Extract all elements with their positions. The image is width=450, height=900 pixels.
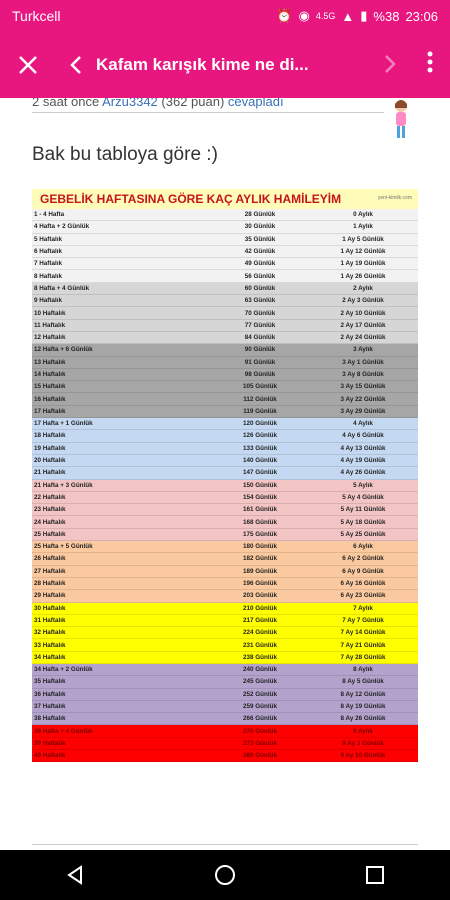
week-cell: 8 Haftalık [34,272,62,280]
table-row [32,258,418,270]
week-cell: 20 Haftalık [34,457,66,465]
table-row [32,430,418,442]
system-nav-bar [0,850,450,900]
days-cell: 196 Günlük [243,580,277,588]
chevron-left-icon [69,55,83,75]
week-cell: 8 Hafta + 4 Günlük [34,284,90,292]
table-row [32,516,418,528]
chevron-right-icon [383,54,397,74]
table-row [32,369,418,381]
days-cell: 147 Günlük [243,469,277,477]
months-cell: 3 Ay 15 Günlük [340,383,386,391]
back-button[interactable] [56,32,96,98]
table-row [32,652,418,664]
months-cell: 1 Aylık [353,223,373,231]
months-cell: 2 Ay 3 Günlük [342,297,384,305]
days-cell: 60 Günlük [244,284,276,292]
week-cell: 11 Haftalık [34,321,66,329]
days-cell: 140 Günlük [243,457,277,465]
table-row [32,307,418,319]
signal-icon: ▲ [341,8,355,24]
week-cell: 25 Haftalık [34,530,66,538]
days-cell: 273 Günlük [243,739,277,747]
months-cell: 4 Ay 19 Günlük [340,457,386,465]
table-row [32,578,418,590]
week-cell: 22 Haftalık [34,493,66,501]
status-icons [276,8,438,24]
days-cell: 70 Günlük [244,309,276,317]
months-cell: 3 Aylık [353,346,373,354]
week-cell: 15 Haftalık [34,383,66,391]
days-cell: 28 Günlük [244,211,276,219]
table-row [32,357,418,369]
status-bar [0,0,450,32]
days-cell: 231 Günlük [243,641,277,649]
days-cell: 35 Günlük [244,235,276,243]
months-cell: 5 Ay 4 Günlük [342,493,384,501]
days-cell: 126 Günlük [243,432,277,440]
months-cell: 8 Ay 26 Günlük [340,715,386,723]
table-row [32,209,418,221]
table-row [32,553,418,565]
months-cell: 7 Ay 7 Günlük [342,616,384,624]
week-cell: 10 Haftalık [34,309,66,317]
close-icon [18,55,38,75]
table-row [32,418,418,430]
table-row [32,701,418,713]
week-cell: 1 - 4 Hafta [34,211,65,219]
divider [32,844,418,845]
months-cell: 3 Ay 22 Günlük [340,395,386,403]
clock: 23:06 [405,8,438,24]
battery-level: %38 [373,8,400,24]
avatar[interactable] [388,98,414,140]
table-row [32,750,418,762]
week-cell: 12 Hafta + 6 Günlük [34,346,93,354]
week-cell: 7 Haftalık [34,260,62,268]
months-cell: 4 Ay 13 Günlük [340,444,386,452]
battery-icon: ▮ [360,8,368,23]
table-row [32,529,418,541]
week-cell: 29 Haftalık [34,592,66,600]
table-row [32,480,418,492]
table-row [32,332,418,344]
table-body [32,209,418,762]
week-cell: 37 Haftalık [34,703,66,711]
days-cell: 63 Günlük [244,297,276,305]
days-cell: 119 Günlük [243,407,277,415]
months-cell: 7 Aylık [353,604,373,612]
months-cell: 4 Ay 6 Günlük [342,432,384,440]
answer-content [0,98,450,850]
table-row [32,676,418,688]
months-cell: 9 Ay 3 Günlük [342,739,384,747]
week-cell: 28 Haftalık [34,580,66,588]
days-cell: 49 Günlük [244,260,276,268]
months-cell: 6 Ay 9 Günlük [342,567,384,575]
months-cell: 9 Ay 10 Günlük [340,752,386,760]
week-cell: 27 Haftalık [34,567,66,575]
triangle-back-icon [65,865,85,885]
months-cell: 3 Ay 8 Günlük [342,371,384,378]
table-row [32,689,418,701]
days-cell: 175 Günlük [243,530,277,538]
days-cell: 259 Günlük [243,703,277,711]
days-cell: 182 Günlük [243,555,277,563]
week-cell: 18 Haftalık [34,432,66,440]
network-label: 4.5G [315,11,336,21]
months-cell: 0 Aylık [353,211,373,219]
days-cell: 56 Günlük [244,272,276,280]
table-row [32,541,418,553]
week-cell: 26 Haftalık [34,555,66,563]
months-cell: 5 Ay 18 Günlük [340,518,386,526]
table-row [32,344,418,356]
months-cell: 1 Ay 26 Günlük [340,272,386,280]
table-row [32,295,418,307]
circle-home-icon [214,864,236,886]
table-title: GEBELİK HAFTASINA GÖRE KAÇ AYLIK HAMİLEYİM [40,192,342,206]
divider [32,112,384,113]
table-row [32,504,418,516]
overflow-menu-button[interactable] [410,51,450,80]
week-cell: 33 Haftalık [34,641,66,649]
page-title: Kafam karışık kime ne di... [96,55,309,74]
week-cell: 21 Haftalık [34,469,66,477]
table-row [32,246,418,258]
table-row [32,381,418,393]
user-link[interactable]: Arzu3342 [102,98,158,109]
app-bar [0,32,450,98]
months-cell: 2 Ay 17 Günlük [340,321,386,329]
table-site: yeni-kimlik.com [377,195,412,201]
week-cell: 5 Haftalık [34,235,62,243]
week-cell: 9 Haftalık [34,297,62,305]
square-recents-icon [366,866,384,884]
table-row [32,627,418,639]
week-cell: 34 Haftalık [34,653,66,661]
months-cell: 6 Ay 16 Günlük [340,580,386,588]
table-row [32,725,418,737]
week-cell: 16 Haftalık [34,395,66,403]
table-title-bar [32,189,418,209]
months-cell: 5 Ay 25 Günlük [340,530,386,538]
answer-text: Bak bu tabloya göre :) [32,144,218,165]
table-row [32,615,418,627]
days-cell: 180 Günlük [243,543,277,551]
days-cell: 154 Günlük [243,493,277,501]
months-cell: 2 Ay 24 Günlük [340,334,386,342]
days-cell: 245 Günlük [243,678,277,686]
week-cell: 6 Haftalık [34,248,62,256]
week-cell: 31 Haftalık [34,616,66,624]
days-cell: 84 Günlük [244,334,276,342]
table-row [32,283,418,295]
table-row [32,234,418,246]
table-row [32,270,418,282]
week-cell: 12 Haftalık [34,334,66,342]
table-row [32,443,418,455]
days-cell: 270 Günlük [243,727,277,735]
months-cell: 5 Aylık [353,481,373,489]
week-cell: 35 Haftalık [34,678,66,686]
table-row [32,639,418,651]
table-row [32,320,418,332]
days-cell: 77 Günlük [244,321,276,329]
week-cell: 39 Haftalık [34,739,66,747]
days-cell: 42 Günlük [244,248,276,256]
week-cell: 38 Hafta + 4 Günlük [34,727,93,735]
months-cell: 4 Aylık [353,420,373,428]
week-cell: 34 Hafta + 2 Günlük [34,666,93,674]
months-cell: 1 Ay 5 Günlük [342,235,384,243]
week-cell: 30 Haftalık [34,604,66,612]
table-row [32,738,418,750]
table-row [32,221,418,233]
days-cell: 217 Günlük [243,616,277,624]
days-cell: 266 Günlük [243,715,277,723]
months-cell: 8 Ay 12 Günlük [340,690,386,698]
days-cell: 30 Günlük [244,223,276,231]
months-cell: 4 Ay 26 Günlük [340,469,386,477]
nav-recents-button[interactable] [355,855,395,895]
days-cell: 91 Günlük [244,358,276,366]
carrier-name: Turkcell [12,8,61,24]
days-cell: 189 Günlük [243,567,277,575]
days-cell: 238 Günlük [243,653,277,661]
months-cell: 6 Ay 23 Günlük [340,592,386,600]
table-row [32,713,418,725]
months-cell: 5 Ay 11 Günlük [340,506,386,514]
months-cell: 2 Ay 10 Günlük [340,309,386,317]
days-cell: 280 Günlük [243,752,277,760]
week-cell: 23 Haftalık [34,506,66,514]
days-cell: 240 Günlük [243,666,277,674]
week-cell: 4 Hafta + 2 Günlük [34,223,90,231]
days-cell: 105 Günlük [243,383,277,391]
week-cell: 21 Hafta + 3 Günlük [34,481,93,489]
days-cell: 98 Günlük [244,371,276,378]
answer-meta [32,98,284,109]
eye-icon: ◉ [298,8,310,23]
week-cell: 38 Haftalık [34,715,66,723]
notification-icon: ⏰ [276,8,293,23]
months-cell: 6 Ay 2 Günlük [342,555,384,563]
months-cell: 3 Ay 1 Günlük [342,358,384,366]
months-cell: 7 Ay 21 Günlük [340,641,386,649]
week-cell: 14 Haftalık [34,371,66,378]
close-button[interactable] [0,32,56,98]
week-cell: 40 Haftalık [34,752,66,760]
days-cell: 203 Günlük [243,592,277,600]
week-cell: 25 Hafta + 5 Günlük [34,543,93,551]
answer-time: 2 saat önce [32,98,100,109]
week-cell: 17 Hafta + 1 Günlük [34,420,93,428]
months-cell: 6 Aylık [353,543,373,551]
months-cell: 8 Ay 19 Günlük [340,703,386,711]
days-cell: 210 Günlük [243,604,277,612]
table-row [32,664,418,676]
table-row [32,393,418,405]
nav-back-button[interactable] [55,855,95,895]
week-cell: 13 Haftalık [34,358,66,366]
days-cell: 224 Günlük [243,629,277,637]
week-cell: 19 Haftalık [34,444,66,452]
months-cell: 8 Ay 5 Günlük [342,678,384,686]
days-cell: 133 Günlük [243,444,277,452]
days-cell: 168 Günlük [243,518,277,526]
months-cell: 1 Ay 12 Günlük [340,248,386,256]
days-cell: 90 Günlük [244,346,276,354]
user-points: (362 puan) [161,98,225,109]
more-vert-icon [427,51,433,73]
days-cell: 252 Günlük [243,690,277,698]
week-cell: 17 Haftalık [34,407,66,415]
months-cell: 7 Ay 28 Günlük [340,653,386,661]
months-cell: 8 Aylık [353,666,373,674]
forward-button[interactable] [370,50,410,81]
answer-action: cevapladı [227,98,284,109]
nav-home-button[interactable] [205,855,245,895]
days-cell: 112 Günlük [243,395,277,403]
months-cell: 3 Ay 29 Günlük [340,407,386,415]
pregnancy-table-image[interactable] [32,189,418,762]
table-row [32,492,418,504]
days-cell: 120 Günlük [243,420,277,428]
days-cell: 161 Günlük [243,506,277,514]
table-row [32,467,418,479]
table-row [32,590,418,602]
months-cell: 2 Aylık [353,284,373,292]
months-cell: 9 Aylık [353,727,373,735]
days-cell: 150 Günlük [243,481,277,489]
week-cell: 36 Haftalık [34,690,66,698]
table-row [32,406,418,418]
months-cell: 1 Ay 19 Günlük [340,260,386,268]
table-row [32,455,418,467]
week-cell: 24 Haftalık [34,518,66,526]
week-cell: 32 Haftalık [34,629,66,637]
months-cell: 7 Ay 14 Günlük [340,629,386,637]
table-row [32,603,418,615]
table-row [32,566,418,578]
